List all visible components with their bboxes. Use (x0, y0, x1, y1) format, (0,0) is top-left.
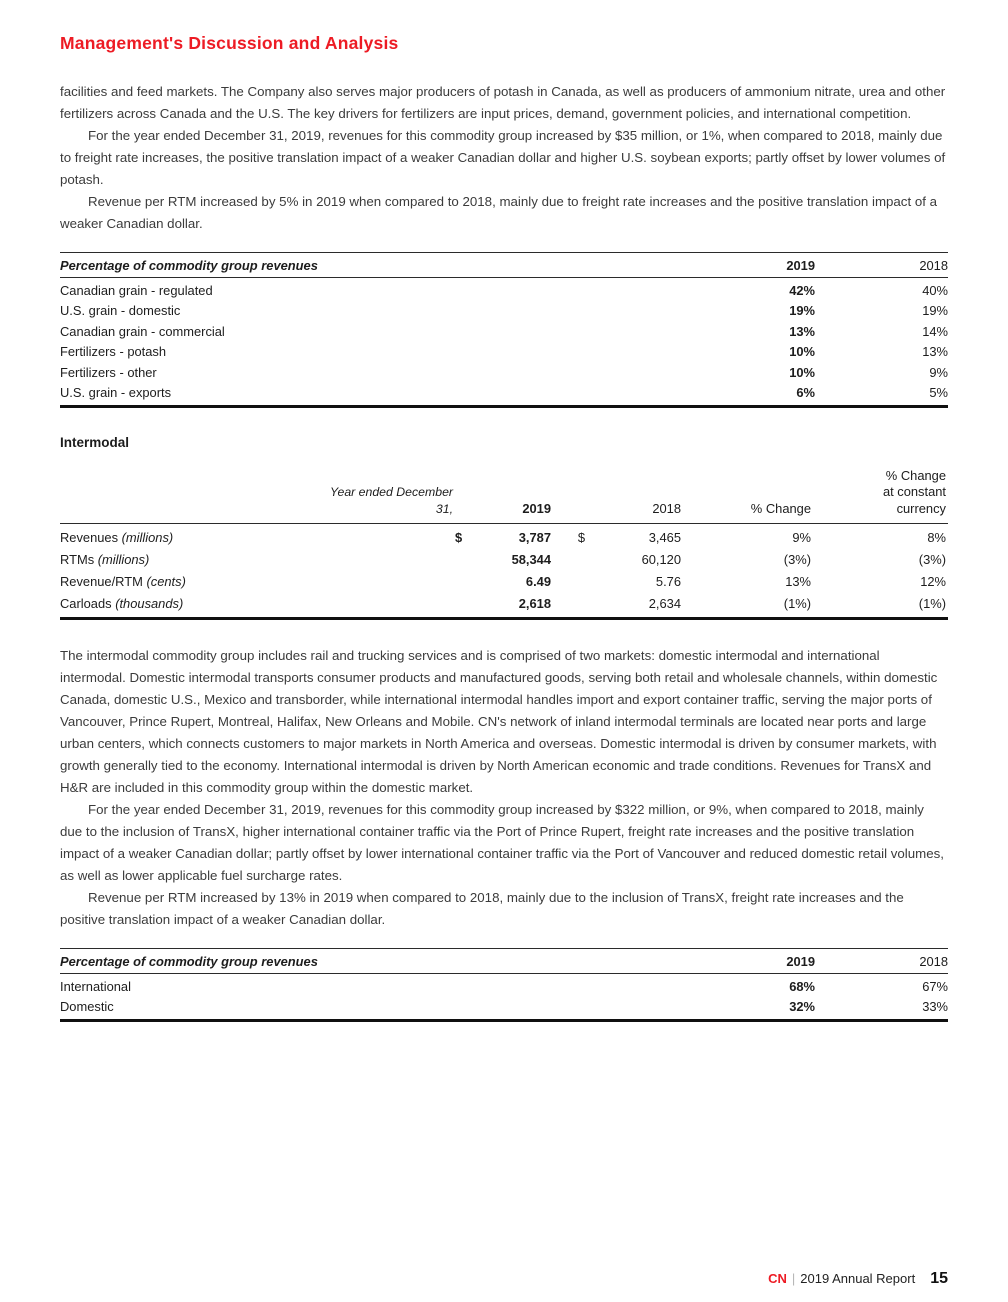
value-2018: 67% (922, 978, 948, 994)
value-2018: 60,120 (641, 552, 681, 568)
table-row (60, 973, 948, 996)
value-2019: 3,787 (518, 530, 551, 546)
row-label: U.S. grain - exports (60, 384, 172, 400)
table-row (60, 571, 948, 593)
paragraph-grain-overview: facilities and feed markets. The Company also serves major producers of potash in Canada, as well as producers of ammonium nitrate, urea and other fertilizers across Canada and the U.S. The key drivers for fertilizers are input prices, demand, government policies, and international competition. (60, 84, 946, 121)
paragraph-intermodal-overview: The intermodal commodity group includes rail and trucking services and is comprised of two markets: domestic intermodal and international intermodal. Domestic intermodal transports consumer products and manufactured goods, serving both retail and wholesale channels, within domestic Canada, domestic U.S., Mexico and transborder, while international intermodal handles import and export container traffic, serving the major ports of Vancouver, Prince Rupert, Montreal, Halifax, New Orleans and Mobile. CN's network of inland intermodal terminals are located near ports and large urban centers, which connects customers to major markets in North America and overseas. Domestic intermodal is driven by consumer markets, with growth generally tied to the economy. International intermodal is driven by North American economic and trade conditions. Revenues for TransX and H&R are included in this commodity group within the domestic market. (60, 647, 938, 795)
value-pct-change-constant: 8% (927, 530, 946, 546)
table-row (60, 382, 948, 406)
cn-brand-text: CN (768, 1271, 787, 1286)
value-2019: 10% (789, 364, 815, 380)
paragraph-intermodal-rtm: Revenue per RTM increased by 13% in 2019 when compared to 2018, mainly due to the inclusion of TransX, freight rate increases and the positive translation impact of a weaker Canadian dollar. (60, 889, 904, 927)
value-2018: 19% (922, 303, 948, 319)
value-2018: 5% (929, 384, 948, 400)
row-label: Domestic (60, 999, 114, 1015)
value-pct-change-constant: (3%) (918, 552, 946, 568)
period-label: Year ended December 31, (323, 468, 453, 524)
row-unit: (millions) (97, 552, 150, 568)
value-2018: 2,634 (648, 595, 681, 611)
column-header-2018: 2018 (815, 253, 948, 278)
table-row (60, 301, 948, 321)
row-label: U.S. grain - domestic (60, 303, 181, 319)
currency-symbol: $ (455, 530, 463, 546)
column-header-pct-change-constant (813, 468, 948, 524)
currency-symbol (453, 549, 479, 571)
table-row (60, 278, 948, 301)
value-2019: 42% (789, 283, 815, 298)
row-unit: (cents) (146, 573, 186, 589)
paragraph-grain-rtm: Revenue per RTM increased by 5% in 2019 when compared to 2018, mainly due to freight rate increases and the positive translation impact of a weaker Canadian dollar. (60, 194, 938, 231)
table-row (60, 524, 948, 549)
value-2019: 19% (789, 303, 815, 319)
column-header-pct-change: % Change (683, 468, 813, 524)
row-label: Carloads (thousands) (60, 595, 184, 611)
value-2019: 2,618 (518, 595, 551, 611)
currency-symbol (553, 571, 587, 593)
page-content (60, 0, 948, 1022)
value-2018: 14% (922, 323, 948, 339)
table-caption: Percentage of commodity group revenues (60, 253, 655, 278)
row-label: Revenue/RTM (cents) (60, 573, 186, 589)
value-pct-change: 9% (792, 530, 811, 546)
value-2018: 9% (929, 364, 948, 380)
value-2018: 33% (922, 999, 948, 1015)
value-pct-change-constant: (1%) (918, 595, 946, 611)
value-pct-change-constant: 12% (920, 573, 946, 589)
column-header-2019: 2019 (479, 468, 553, 524)
value-2018: 5.76 (655, 573, 681, 589)
column-header-2018: 2018 (587, 468, 683, 524)
column-header-2019: 2019 (655, 948, 815, 973)
row-label: Fertilizers - potash (60, 344, 167, 360)
table-row (60, 362, 948, 382)
header-line: currency (896, 500, 946, 516)
value-2019: 10% (789, 344, 815, 360)
table-header-row (60, 468, 948, 524)
row-label: Fertilizers - other (60, 364, 157, 380)
currency-symbol (553, 592, 587, 618)
table-header-row (60, 948, 948, 973)
report-title: 2019 Annual Report (800, 1271, 916, 1286)
header-line: % Change (885, 467, 946, 483)
table-row (60, 996, 948, 1020)
empty-header (553, 468, 587, 524)
row-unit: (millions) (121, 530, 174, 546)
column-header-2018: 2018 (815, 948, 948, 973)
value-2018: 40% (922, 283, 948, 298)
currency-symbol (553, 549, 587, 571)
row-label: RTMs (millions) (60, 552, 150, 568)
value-2019: 6.49 (525, 573, 551, 589)
column-header-2019: 2019 (655, 253, 815, 278)
row-label: Canadian grain - regulated (60, 283, 213, 298)
table-caption: Percentage of commodity group revenues (60, 948, 655, 973)
section-heading-intermodal: Intermodal (60, 434, 130, 450)
row-unit: (thousands) (115, 595, 184, 611)
empty-header (60, 468, 323, 524)
paragraph-grain-revenue: For the year ended December 31, 2019, revenues for this commodity group increased by $35 million, or 1%, when compared to 2018, mainly due to freight rate increases, the positive translation impact of a weaker Canadian dollar and higher U.S. soybean exports; partly offset by lower volumes of potash. (60, 128, 946, 187)
value-2019: 6% (796, 384, 815, 400)
intermodal-stats-table (60, 468, 948, 620)
value-2019: 32% (789, 999, 815, 1015)
footer-divider: | (791, 1271, 796, 1286)
page-footer (768, 1270, 948, 1288)
empty-header (453, 468, 479, 524)
row-label: Revenues (millions) (60, 530, 174, 546)
row-label: Canadian grain - commercial (60, 323, 225, 339)
value-2018: 13% (922, 344, 948, 360)
value-2018: 3,465 (648, 530, 681, 546)
table-row (60, 341, 948, 361)
currency-symbol (453, 592, 479, 618)
value-pct-change: (3%) (783, 552, 811, 568)
page-number: 15 (930, 1270, 948, 1287)
paragraph-intermodal-revenue: For the year ended December 31, 2019, revenues for this commodity group increased by $322 million, or 9%, when compared to 2018, mainly due to the inclusion of TransX, higher international container traffic via the Port of Prince Rupert, freight rate increases and the positive translation impact of a weaker Canadian dollar; partly offset by lower international container traffic via the Port of Vancouver and reduced domestic retail volumes, as well as lower applicable fuel surcharge rates. (60, 801, 944, 883)
table-row (60, 321, 948, 341)
intermodal-revenue-share-table (60, 948, 948, 1022)
table-header-row (60, 253, 948, 278)
value-2019: 68% (789, 978, 815, 994)
currency-symbol: $ (577, 530, 585, 546)
value-pct-change: (1%) (783, 595, 811, 611)
value-pct-change: 13% (785, 573, 811, 589)
table-row (60, 592, 948, 618)
value-2019: 13% (789, 323, 815, 339)
value-2019: 58,344 (511, 552, 551, 568)
header-line: at constant (882, 484, 946, 500)
page-title: Management's Discussion and Analysis (60, 33, 399, 53)
grain-revenue-share-table (60, 252, 948, 408)
currency-symbol (453, 571, 479, 593)
row-label: International (60, 978, 131, 994)
table-row (60, 549, 948, 571)
